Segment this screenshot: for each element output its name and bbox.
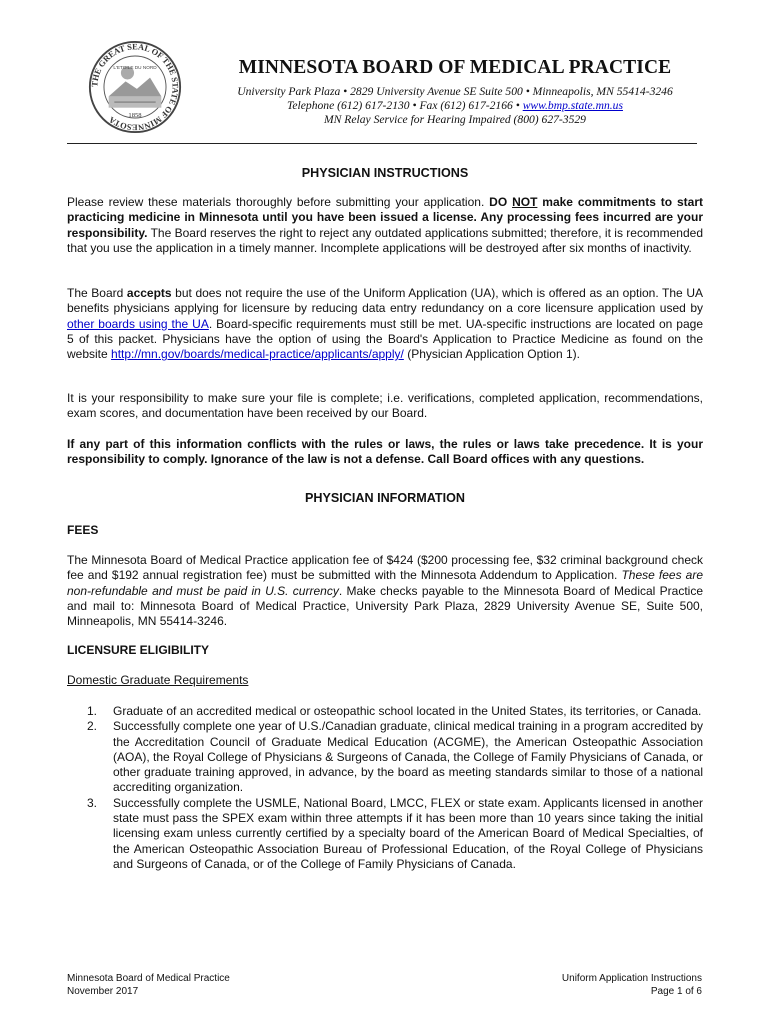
paragraph-uniform-application: The Board accepts but does not require the use of the Uniform Application (UA), which is offered as an option. The UA benefits physicians applying for licensure by reducing data entry redundancy on a core licensure application used by other boards using the UA. Board-specific requirements must still be met. UA-specific instructions are located on page 5 of this packet. Physicians have the option of using the Board's Application to Practice Medicine as found on the website http://mn.gov/boards/medical-practice/applicants/apply/ (Physician Application Option 1). — [67, 286, 703, 362]
list-item: 2. Successfully complete one year of U.S./Canadian graduate, clinical medical training in a program accredited by the Accreditation Council of Graduate Medical Education (ACGME), the American Osteopathic Association (AOA), the Royal College of Physicians & Surgeons of Canada, the College of Family Physicians of Canada, or other graduate training approved, in advance, by the board as meeting standards similar to those of a national accrediting organization. — [87, 719, 703, 795]
board-title: MINNESOTA BOARD OF MEDICAL PRACTICE — [238, 57, 672, 78]
footer-left — [67, 972, 230, 998]
state-seal-logo — [88, 40, 182, 134]
svg-text:1858: 1858 — [128, 112, 142, 120]
paragraph-rules-warning: If any part of this information conflicts with the rules or laws, the rules or laws take precedence. It is your responsibility to comply. Ignorance of the law is not a defense. Call Board offices with any questions. — [67, 437, 703, 467]
apply-website-link[interactable]: http://mn.gov/boards/medical-practice/applicants/apply/ — [111, 347, 404, 362]
list-item: 3. Successfully complete the USMLE, National Board, LMCC, FLEX or state exam. Applicants licensed in another state must pass the SPEX exam within three attempts if it has been more than 10 years since taking the initial licensing exam unless currently certified by a specialty board of the American Board of Medical Specialties, of the American Osteopathic Association Bureau of Professional Education, of the Royal College of Physicians and Surgeons of Canada, or of the College of Family Physicians of Canada. — [87, 795, 703, 871]
fees-heading: FEES — [67, 523, 99, 537]
page-number: Page 1 of 6 — [650, 986, 702, 997]
domestic-heading: Domestic Graduate Requirements — [67, 673, 249, 687]
list-item: 1. Graduate of an accredited medical or osteopathic school located in the United States, its territories, or Canada. — [87, 704, 702, 718]
header-divider — [67, 143, 697, 144]
section-title-information: PHYSICIAN INFORMATION — [305, 491, 465, 505]
footer-date: November 2017 — [67, 986, 139, 997]
board-address: University Park Plaza • 2829 University Avenue SE Suite 500 • Minneapolis, MN 55414-3246 — [237, 85, 673, 98]
svg-text:THE GREAT SEAL OF THE STATE OF: THE GREAT SEAL OF THE STATE OF MINNESOTA — [89, 41, 181, 133]
paragraph-review: Please review these materials thoroughly before submitting your application. DO NOT make commitments to start practicing medicine in Minnesota until you have been issued a license. Any processing fees incurred are your responsibility. The Board reserves the right to reject any outdated applications submitted; therefore, it is recommended that you use the application in a timely manner. Incomplete applications will be destroyed after six months of inactivity. — [67, 195, 703, 255]
other-boards-link[interactable]: other boards using the UA — [67, 316, 209, 331]
requirements-list — [67, 704, 703, 872]
footer-board-name: Minnesota Board of Medical Practice — [67, 973, 230, 984]
eligibility-heading: LICENSURE ELIGIBILITY — [67, 643, 210, 657]
relay-service: MN Relay Service for Hearing Impaired (800) 627-3529 — [324, 113, 586, 126]
paragraph-responsibility: It is your responsibility to make sure your file is complete; i.e. verifications, completed application, recommendations, exam scores, and documentation have been received by our Board. — [67, 391, 703, 421]
svg-text:L'ETOILE DU NORD: L'ETOILE DU NORD — [113, 65, 157, 71]
paragraph-fees: The Minnesota Board of Medical Practice application fee of $424 ($200 processing fee, $32 criminal background check fee and $192 annual registration fee) must be submitted with the Minnesota Addendum to Application. These fees are non-refundable and must be paid in U.S. currency. Make checks payable to the Minnesota Board of Medical Practice and mail to: Minnesota Board of Medical Practice, University Park Plaza, 2829 University Avenue SE, Suite 500, Minneapolis, MN 55414-3246. — [67, 553, 704, 629]
footer-doc-title: Uniform Application Instructions — [561, 973, 702, 984]
footer-right — [562, 972, 702, 998]
section-title-instructions: PHYSICIAN INSTRUCTIONS — [301, 166, 469, 180]
phone-fax: Telephone (612) 617-2130 • Fax (612) 617-2166 • — [287, 99, 523, 112]
board-contact — [200, 99, 710, 113]
website-link[interactable]: www.bmp.state.mn.us — [522, 99, 623, 112]
